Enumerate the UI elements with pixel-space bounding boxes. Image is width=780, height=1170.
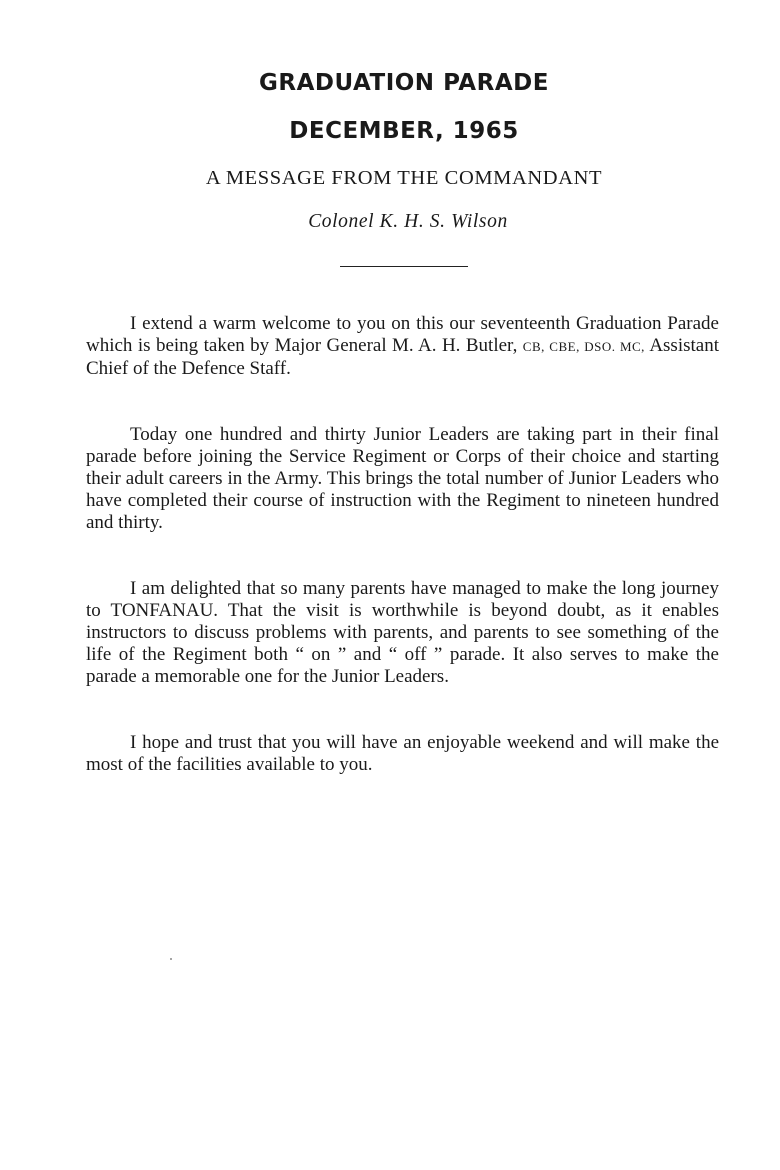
page-title: GRADUATION PARADE [259, 70, 549, 96]
paragraph-welcome-text: I extend a warm welcome to you on this our seventeenth Graduation Parade which is being taken by Major General M. A. H. Butler, [86, 313, 719, 356]
paragraph-welcome-text-end: Assistant Chief of the Defence Staff. [86, 335, 719, 379]
divider-rule [340, 266, 468, 267]
paper-speck [170, 958, 172, 960]
honours-abbreviations: CB, CBE, DSO. MC, [522, 339, 645, 354]
paragraph-closing: I hope and trust that you will have an enjoyable weekend and will make the most of the facilities available to you. [86, 732, 719, 775]
message-heading: A MESSAGE FROM THE COMMANDANT [205, 167, 603, 189]
paragraph-welcome [86, 313, 719, 380]
message-body [86, 313, 719, 820]
paragraph-graduates: Today one hundred and thirty Junior Leaders are taking part in their final parade before joining the Service Regiment or Corps of their choice and starting their adult careers in the Army. This brings the total number of Junior Leaders who have completed their course of instruction with the Regiment to nineteen hundred and thirty. [86, 424, 719, 533]
event-date: DECEMBER, 1965 [289, 118, 519, 144]
author-byline: Colonel K. H. S. Wilson [308, 211, 508, 232]
paragraph-parents: I am delighted that so many parents have managed to make the long journey to TONFANAU. That the visit is worthwhile is beyond doubt, as it enables instructors to discuss problems with parents, and parents to see something of the life of the Regiment both “ on ” and “ off ” parade. It also serves to make the parade a memorable one for the Junior Leaders. [86, 578, 719, 687]
